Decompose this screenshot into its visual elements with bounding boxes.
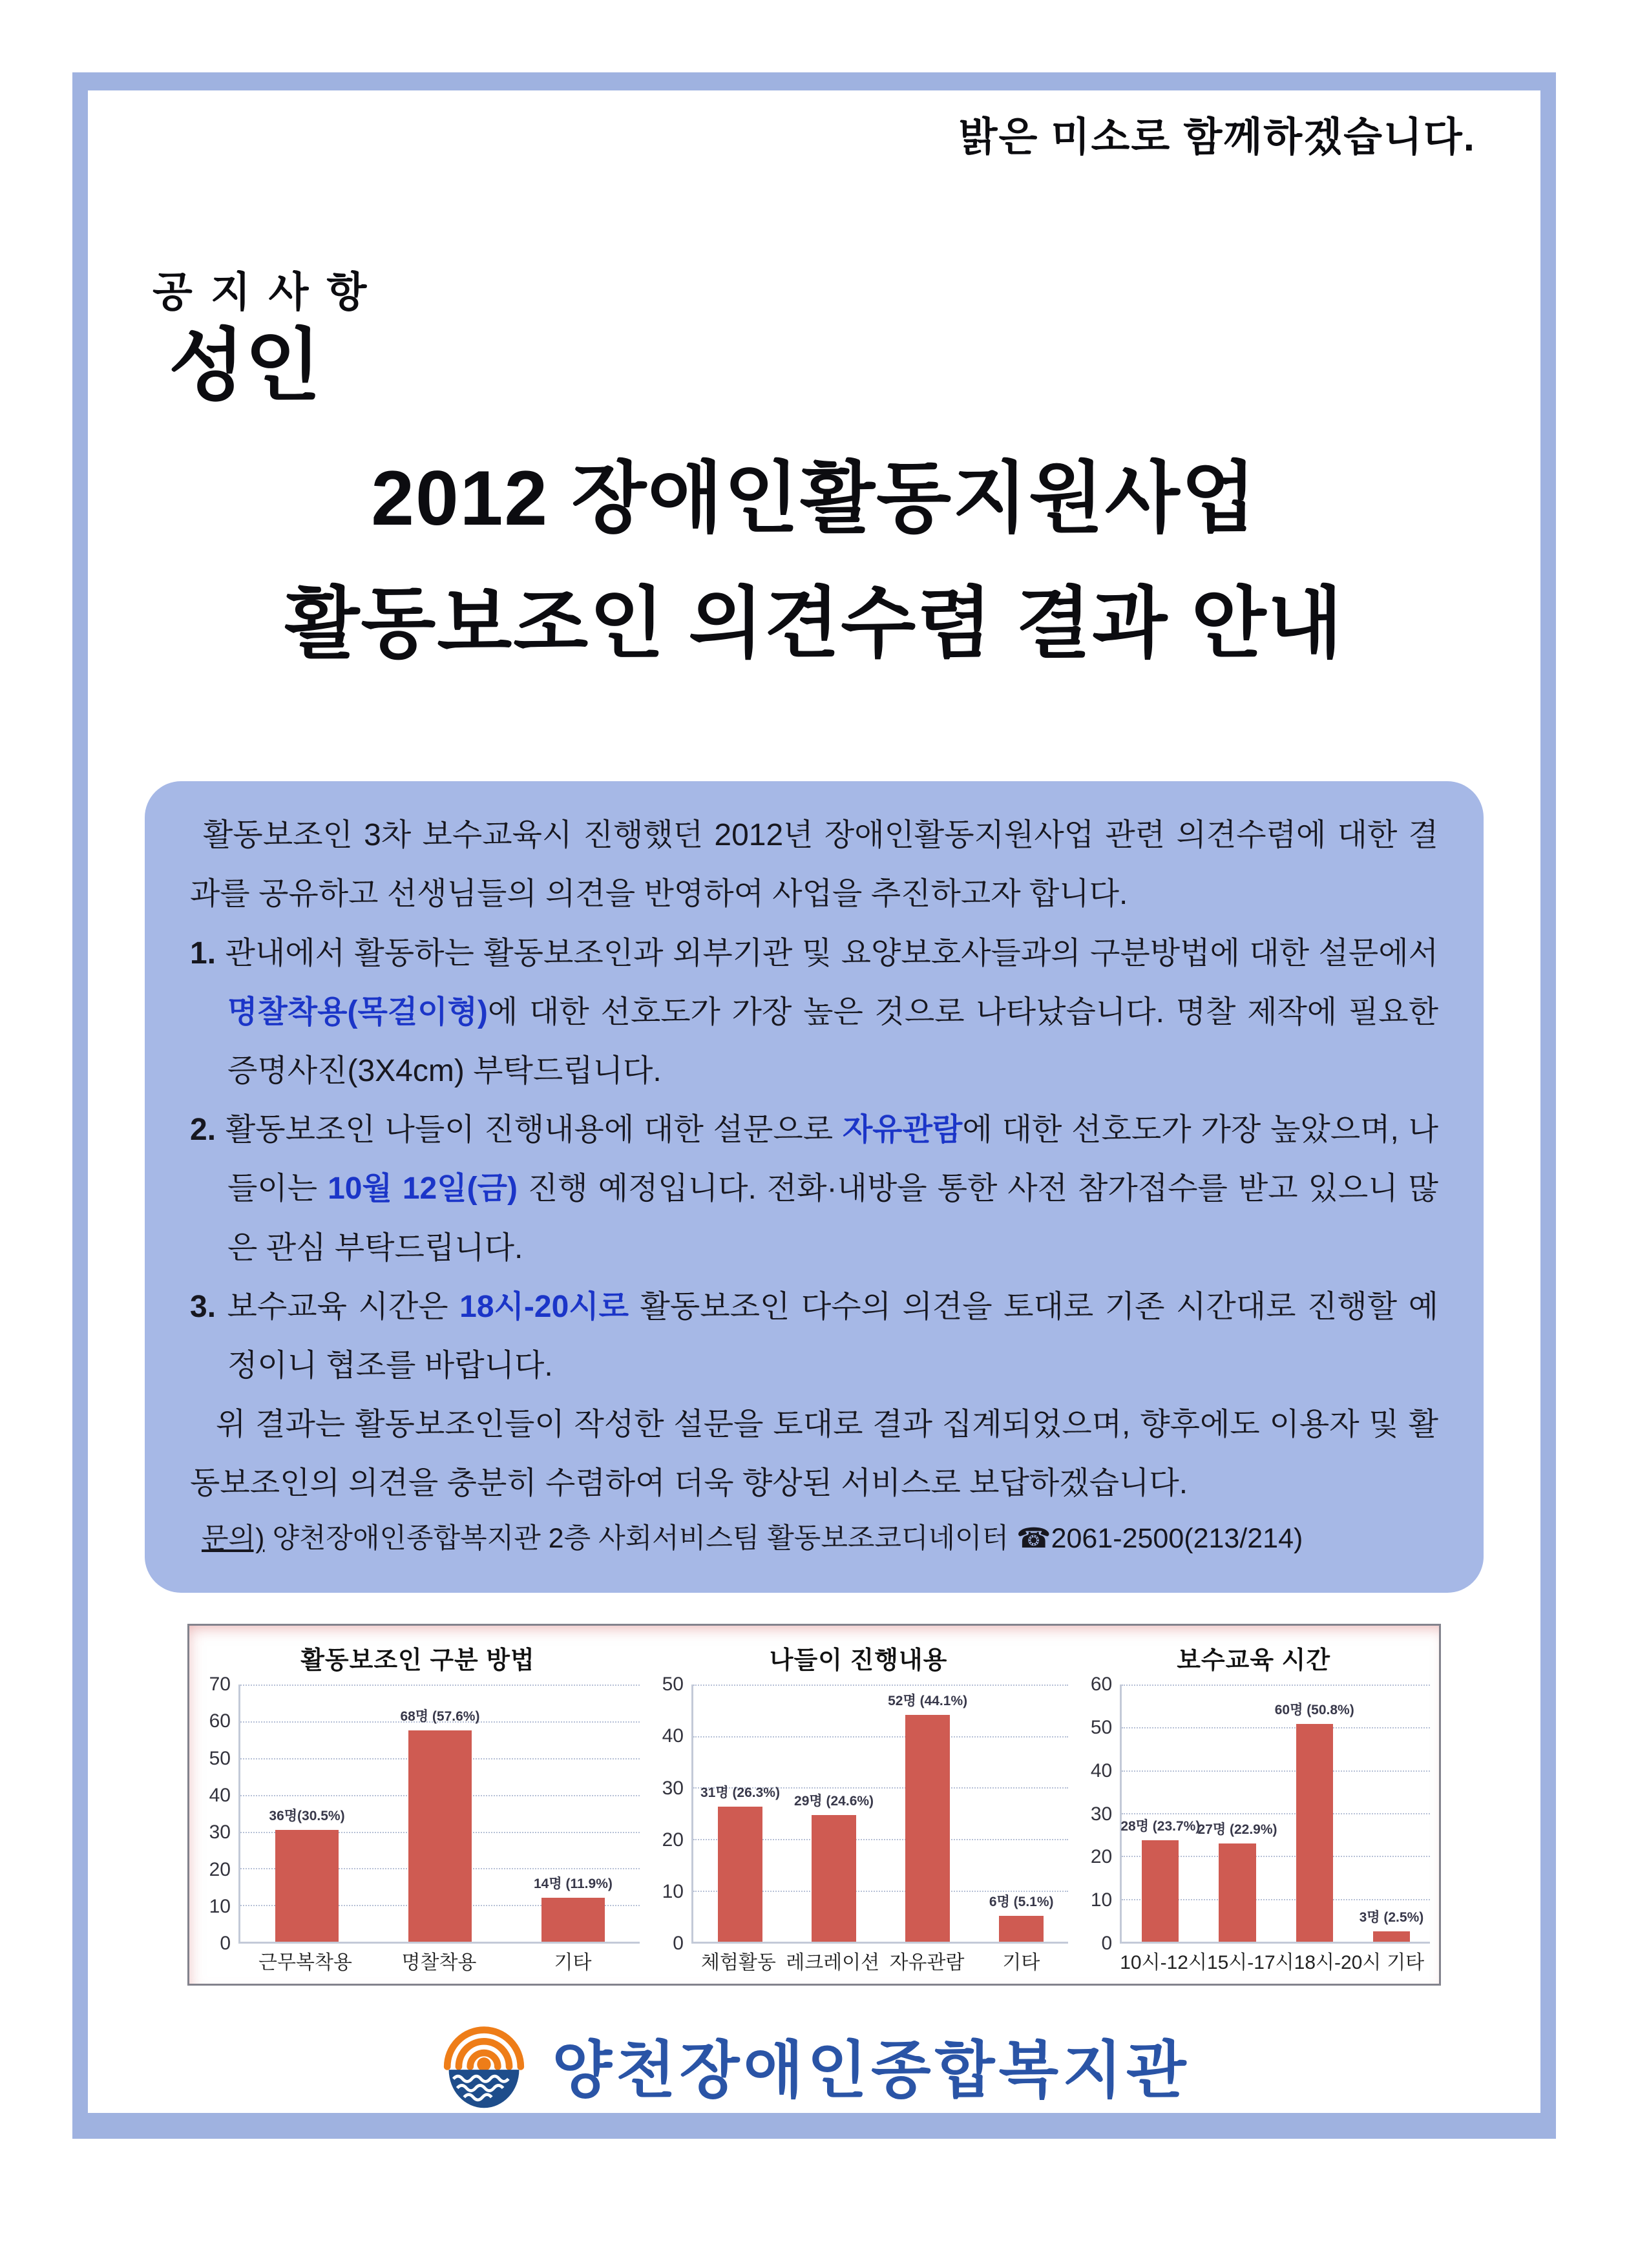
- bar-slot: [1199, 1685, 1276, 1942]
- bar-value-label: 52명 (44.1%): [888, 1694, 968, 1709]
- highlighted-text: 명찰착용(목걸이형): [227, 994, 488, 1029]
- y-axis: [196, 1674, 238, 1955]
- bar-slot: [787, 1685, 881, 1942]
- contact-label: 문의): [202, 1523, 265, 1555]
- bar: [1219, 1843, 1255, 1942]
- y-tick-label: 10: [209, 1895, 231, 1917]
- x-category-label: 자유관람: [889, 1952, 965, 1974]
- x-category-label: 근무복착용: [258, 1952, 352, 1974]
- bar: [1142, 1840, 1179, 1942]
- y-tick-label: 70: [209, 1674, 231, 1696]
- x-axis-labels: [1120, 1944, 1430, 1977]
- y-axis: [1077, 1674, 1120, 1955]
- y-tick-label: 20: [1090, 1846, 1113, 1868]
- bar-value-label: 29명 (24.6%): [794, 1794, 874, 1809]
- notice-item: [190, 924, 1438, 1101]
- x-category-label: 레크레이션: [786, 1952, 880, 1974]
- notice-body-box: [145, 781, 1484, 1593]
- bar: [718, 1807, 763, 1942]
- y-tick-label: 60: [1090, 1674, 1113, 1696]
- x-category-label: 10시-12시: [1120, 1952, 1207, 1974]
- y-tick-label: 40: [209, 1784, 231, 1806]
- bar-slot: [240, 1685, 373, 1942]
- body-text: 활동보조인 다수의 의견을 토대로 기존 시간대로 진행할 예정이니 협조를 바랍니다.: [227, 1289, 1438, 1383]
- y-tick-label: 50: [1090, 1716, 1113, 1738]
- bar: [812, 1815, 857, 1942]
- body-text: 보수교육 시간은: [227, 1289, 460, 1324]
- bar-slot: [1353, 1685, 1430, 1942]
- y-tick-label: 0: [673, 1933, 684, 1955]
- body-text: 에 대한 선호도가 가장 높았으며, 나들이는: [227, 1113, 1438, 1206]
- y-tick-label: 30: [1090, 1803, 1113, 1825]
- chart-title: 보수교육 시간: [1177, 1647, 1331, 1675]
- contact-body: 양천장애인종합복지관 2층 사회서비스팀 활동보조코디네이터: [264, 1523, 1017, 1555]
- y-tick-label: 50: [209, 1747, 231, 1769]
- x-category-label: 15시-17시: [1206, 1952, 1294, 1974]
- bar-value-label: 31명 (26.3%): [700, 1785, 780, 1800]
- highlighted-text: 18시-20시로: [459, 1289, 629, 1324]
- chart-title: 활동보조인 구분 방법: [300, 1647, 535, 1675]
- x-category-label: 명찰착용: [401, 1952, 477, 1974]
- bar-value-label: 6명 (5.1%): [989, 1894, 1054, 1909]
- notice-items: [190, 924, 1438, 1396]
- bar-slot: [693, 1685, 787, 1942]
- bar-slot: [1122, 1685, 1199, 1942]
- contact-line: [190, 1513, 1438, 1566]
- phone-icon-and-number: ☎2061-2500(213/214): [1016, 1523, 1303, 1555]
- intro-paragraph: 활동보조인 3차 보수교육시 진행했던 2012년 장애인활동지원사업 관련 의견수렴에 대한 결과를 공유하고 선생님들의 의견을 반영하여 사업을 추진하고자 합니다.: [190, 818, 1438, 912]
- body-text: 진행 예정입니다. 전화·내방을 통한 사전 참가접수를 받고 있으니 많은 관심 부탁드립니다.: [227, 1171, 1438, 1265]
- y-tick-label: 20: [209, 1858, 231, 1880]
- charts-row: [189, 1626, 1439, 1984]
- x-axis-labels: [238, 1944, 640, 1977]
- bar-value-label: 68명 (57.6%): [400, 1708, 480, 1724]
- notice-category-label: 공지사항: [152, 269, 385, 315]
- closing-paragraph: 위 결과는 활동보조인들이 작성한 설문을 토대로 결과 집계되었으며, 향후에도 이용자 및 활동보조인의 의견을 충분히 수렴하여 더욱 향상된 서비스로 보답하겠습니다.: [190, 1407, 1438, 1501]
- bar-value-label: 60명 (50.8%): [1274, 1703, 1354, 1718]
- item-number: 3.: [190, 1289, 227, 1324]
- body-text: 활동보조인 나들이 진행내용에 대한 설문으로: [225, 1113, 843, 1148]
- plot-area: [238, 1685, 640, 1944]
- y-tick-label: 10: [662, 1880, 684, 1902]
- y-tick-label: 30: [209, 1822, 231, 1843]
- page-title-line2: 활동보조인 의견수렴 결과 안내: [284, 580, 1344, 667]
- body-text: 관내에서 활동하는 활동보조인과 외부기관 및 요양보호사들과의 구분방법에 대한 설문에서: [225, 936, 1438, 971]
- x-category-label: 18시-20시: [1294, 1952, 1381, 1974]
- notice-item: [190, 1100, 1438, 1277]
- footer-logo: [88, 2019, 1540, 2111]
- chart-body: [649, 1674, 1068, 1955]
- y-tick-label: 10: [1090, 1889, 1113, 1911]
- notice-item: [190, 1277, 1438, 1395]
- charts-panel: [187, 1624, 1441, 1986]
- x-category-label: 기타: [554, 1952, 592, 1974]
- bar-value-label: 36명(30.5%): [269, 1808, 345, 1823]
- x-category-label: 체험활동: [700, 1952, 776, 1974]
- highlighted-text: 자유관람: [842, 1113, 963, 1148]
- x-category-label: 기타: [1387, 1952, 1425, 1974]
- bar-chart-training-time: [1077, 1639, 1430, 1977]
- highlighted-text: 10월 12일(금): [328, 1171, 518, 1206]
- body-text: 에 대한 선호도가 가장 높은 것으로 나타났습니다. 명찰 제작에 필요한 증명사진(3X4cm) 부탁드립니다.: [227, 994, 1438, 1088]
- bar: [999, 1916, 1044, 1942]
- bar: [275, 1830, 339, 1942]
- bar-slot: [507, 1685, 640, 1942]
- plot-area: [1120, 1685, 1430, 1944]
- item-number: 1.: [190, 936, 226, 971]
- bar: [541, 1898, 605, 1942]
- chart-title: 나들이 진행내용: [769, 1647, 948, 1675]
- y-tick-label: 30: [662, 1777, 684, 1799]
- y-axis: [649, 1674, 691, 1955]
- bar-slot: [974, 1685, 1068, 1942]
- chart-body: [196, 1674, 640, 1955]
- chart-body: [1077, 1674, 1430, 1955]
- bar-value-label: 3명 (2.5%): [1359, 1909, 1424, 1925]
- x-axis-labels: [691, 1944, 1068, 1977]
- plot-area: [691, 1685, 1068, 1944]
- y-tick-label: 0: [220, 1933, 231, 1955]
- item-number: 2.: [190, 1113, 226, 1148]
- y-tick-label: 20: [662, 1829, 684, 1851]
- y-tick-label: 40: [662, 1725, 684, 1747]
- bar-slot: [373, 1685, 507, 1942]
- bar-value-label: 14명 (11.9%): [534, 1876, 613, 1892]
- y-tick-label: 40: [1090, 1759, 1113, 1781]
- bar-slot: [881, 1685, 974, 1942]
- slogan-text: 밝은 미소로 함께하겠습니다.: [958, 115, 1476, 160]
- y-tick-label: 0: [1101, 1933, 1113, 1955]
- bar-slot: [1276, 1685, 1353, 1942]
- bar-chart-distinction-method: [196, 1639, 640, 1977]
- audience-label: 성인: [169, 322, 321, 410]
- bar-chart-outing-contents: [649, 1639, 1068, 1977]
- y-tick-label: 50: [662, 1674, 684, 1696]
- page-border-frame: [72, 72, 1556, 2139]
- bar: [1373, 1931, 1410, 1942]
- org-name: 양천장애인종합복지관: [552, 2035, 1190, 2105]
- bar: [905, 1715, 951, 1942]
- sun-over-waves-icon: [438, 2019, 530, 2111]
- bar-value-label: 28명 (23.7%): [1120, 1818, 1201, 1834]
- y-tick-label: 60: [209, 1710, 231, 1732]
- bar: [1296, 1724, 1333, 1942]
- bar: [408, 1730, 472, 1942]
- x-category-label: 기타: [1002, 1952, 1040, 1974]
- page-title-line1: 2012 장애인활동지원사업: [371, 455, 1257, 542]
- bar-value-label: 27명 (22.9%): [1197, 1822, 1277, 1838]
